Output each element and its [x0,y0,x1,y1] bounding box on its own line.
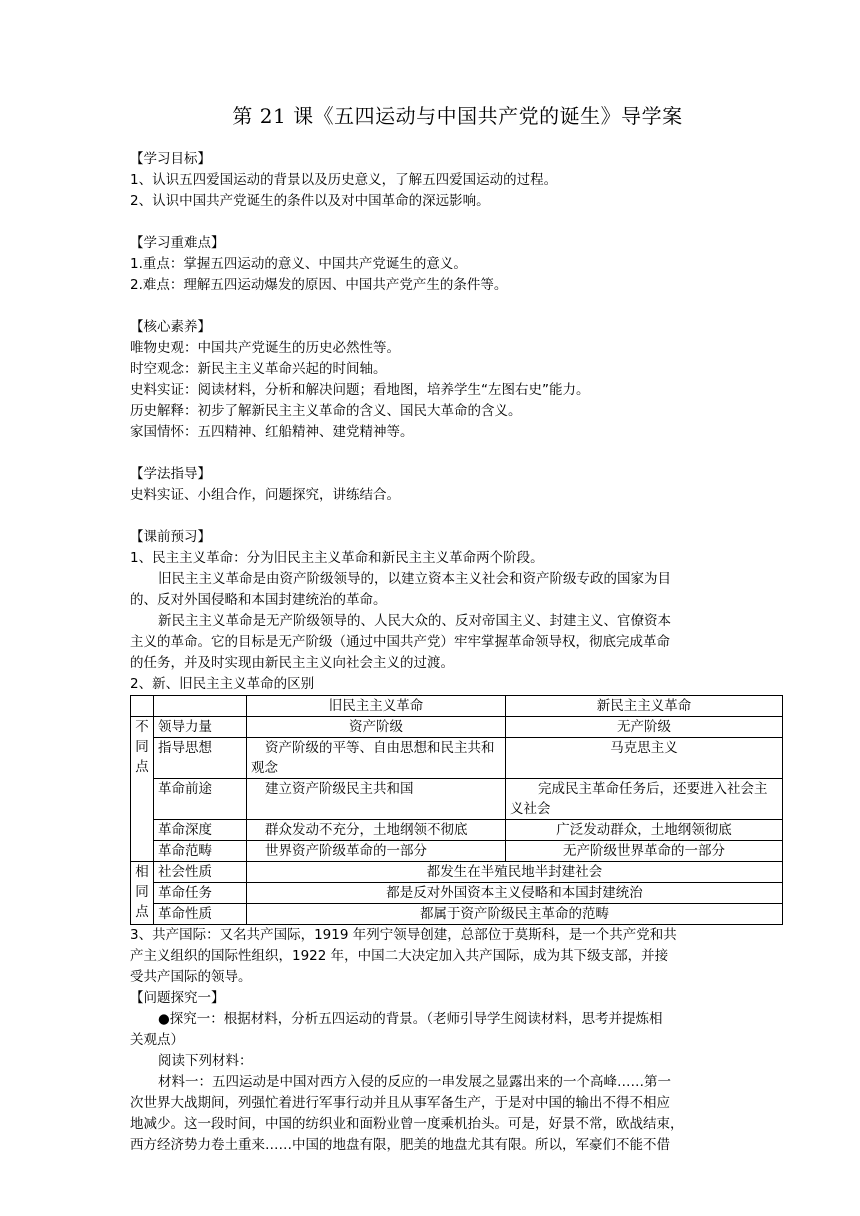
objective-item: 2、认识中国共产党诞生的条件以及对中国革命的深远影响。 [130,193,490,209]
literacy-item: 历史解释：初步了解新民主主义革命的含义、国民大革命的含义。 [130,403,522,419]
preview-paragraph: 主义的革命。它的目标是无产阶级（通过中国共产党）牢牢掌握革命领导权，彻底完成革命 [130,634,670,650]
document-page [130,100,785,1156]
table-row [131,904,783,925]
row-label: 革命范畴 [154,841,247,862]
comintern-section [130,925,785,988]
same-cell: 都属于资产阶级民主革命的范畴 [247,904,783,925]
inquiry-section [130,988,785,1156]
preview-heading: 【课前预习】 [130,529,211,545]
preview-paragraph: 旧民主主义革命是由资产阶级领导的，以建立资本主义社会和资产阶级专政的国家为目 [158,571,671,587]
keypoints-section [130,233,785,296]
method-text: 史料实证、小组合作，问题探究，讲练结合。 [130,487,400,503]
table-row [131,883,783,904]
row-label: 革命前途 [154,779,247,820]
keypoint-item: 2.难点：理解五四运动爆发的原因、中国共产党产生的条件等。 [130,277,508,293]
preview-paragraph: 的、反对外国侵略和本国封建统治的革命。 [130,592,387,608]
literacy-item: 家国情怀：五四精神、红船精神、建党精神等。 [130,424,414,440]
literacy-item: 时空观念：新民主主义革命兴起的时间轴。 [130,361,387,377]
preview-paragraph: 的任务，并及时实现由新民主主义向社会主义的过渡。 [130,655,454,671]
same-cell: 都是反对外国资本主义侵略和本国封建统治 [247,883,783,904]
table-header-old: 旧民主主义革命 [247,696,506,717]
objectives-section [130,149,785,212]
method-section [130,464,785,506]
comintern-paragraph: 受共产国际的领导。 [130,969,252,985]
same-cell: 都发生在半殖民地半封建社会 [247,862,783,883]
new-cell: 无产阶级世界革命的一部分 [506,841,783,862]
diff-side-label: 不同点 [131,717,154,862]
old-cell: 资产阶级的平等、自由思想和民主共和观念 [247,738,506,779]
table-row [131,717,783,738]
new-cell: 无产阶级 [506,717,783,738]
literacy-item: 史料实证：阅读材料，分析和解决问题；看地图，培养学生“左图右史”能力。 [130,382,590,398]
page-title: 第 21 课《五四运动与中国共产党的诞生》导学案 [232,104,683,128]
old-cell: 世界资产阶级革命的一部分 [247,841,506,862]
material-text: 西方经济势力卷土重来……中国的地盘有限，肥美的地盘尤其有限。所以，军豪们不能不借 [130,1137,670,1153]
comintern-paragraph: 产主义组织的国际性组织，1922 年，中国二大决定加入共产国际，成为其下级支部，并接 [130,948,669,964]
literacy-heading: 【核心素养】 [130,319,211,335]
row-label: 社会性质 [154,862,247,883]
literacy-section [130,317,785,443]
inquiry-heading: 【问题探究一】 [130,990,225,1006]
preview-paragraph: 2、新、旧民主主义革命的区别 [130,676,315,692]
old-cell: 资产阶级 [247,717,506,738]
row-label: 革命性质 [154,904,247,925]
table-row [131,820,783,841]
material-text: 材料一：五四运动是中国对西方入侵的反应的一串发展之显露出来的一个高峰……第一 [158,1074,671,1090]
table-header-new: 新民主主义革命 [506,696,783,717]
row-label: 领导力量 [154,717,247,738]
material-text: 地减少。这一段时间，中国的纺织业和面粉业曾一度乘机抬头。可是，好景不常，欧战结束， [130,1116,684,1132]
row-label: 指导思想 [154,738,247,779]
preview-section [130,527,785,695]
comintern-paragraph: 3、共产国际：又名共产国际，1919 年列宁领导创建，总部位于莫斯科，是一个共产党和共 [130,927,677,943]
comparison-table [130,695,783,925]
new-cell: 完成民主革命任务后，还要进入社会主义社会 [506,779,783,820]
preview-paragraph: 新民主主义革命是无产阶级领导的、人民大众的、反对帝国主义、封建主义、官僚资本 [158,613,671,629]
preview-paragraph: 1、民主主义革命：分为旧民主主义革命和新民主主义革命两个阶段。 [130,550,544,566]
row-label: 革命任务 [154,883,247,904]
table-header-row [131,696,783,717]
objective-item: 1、认识五四爱国运动的背景以及历史意义，了解五四爱国运动的过程。 [130,172,558,188]
new-cell: 马克思主义 [506,738,783,779]
method-heading: 【学法指导】 [130,466,211,482]
table-row [131,738,783,779]
keypoints-heading: 【学习重难点】 [130,235,225,251]
objectives-heading: 【学习目标】 [130,151,211,167]
material-text: 次世界大战期间，列强忙着进行军事行动并且从事军备生产，于是对中国的输出不得不相应 [130,1095,670,1111]
keypoint-item: 1.重点：掌握五四运动的意义、中国共产党诞生的意义。 [130,256,467,272]
inquiry-read: 阅读下列材料： [158,1053,253,1069]
inquiry-task: ●探究一：根据材料，分析五四运动的背景。（老师引导学生阅读材料，思考并提炼相 [158,1011,663,1027]
table-row [131,862,783,883]
old-cell: 群众发动不充分，土地纲领不彻底 [247,820,506,841]
old-cell: 建立资产阶级民主共和国 [247,779,506,820]
new-cell: 广泛发动群众，土地纲领彻底 [506,820,783,841]
literacy-item: 唯物史观：中国共产党诞生的历史必然性等。 [130,340,400,356]
same-side-label: 相同点 [131,862,154,925]
inquiry-task: 关观点） [130,1032,184,1048]
row-label: 革命深度 [154,820,247,841]
table-row [131,841,783,862]
table-row [131,779,783,820]
